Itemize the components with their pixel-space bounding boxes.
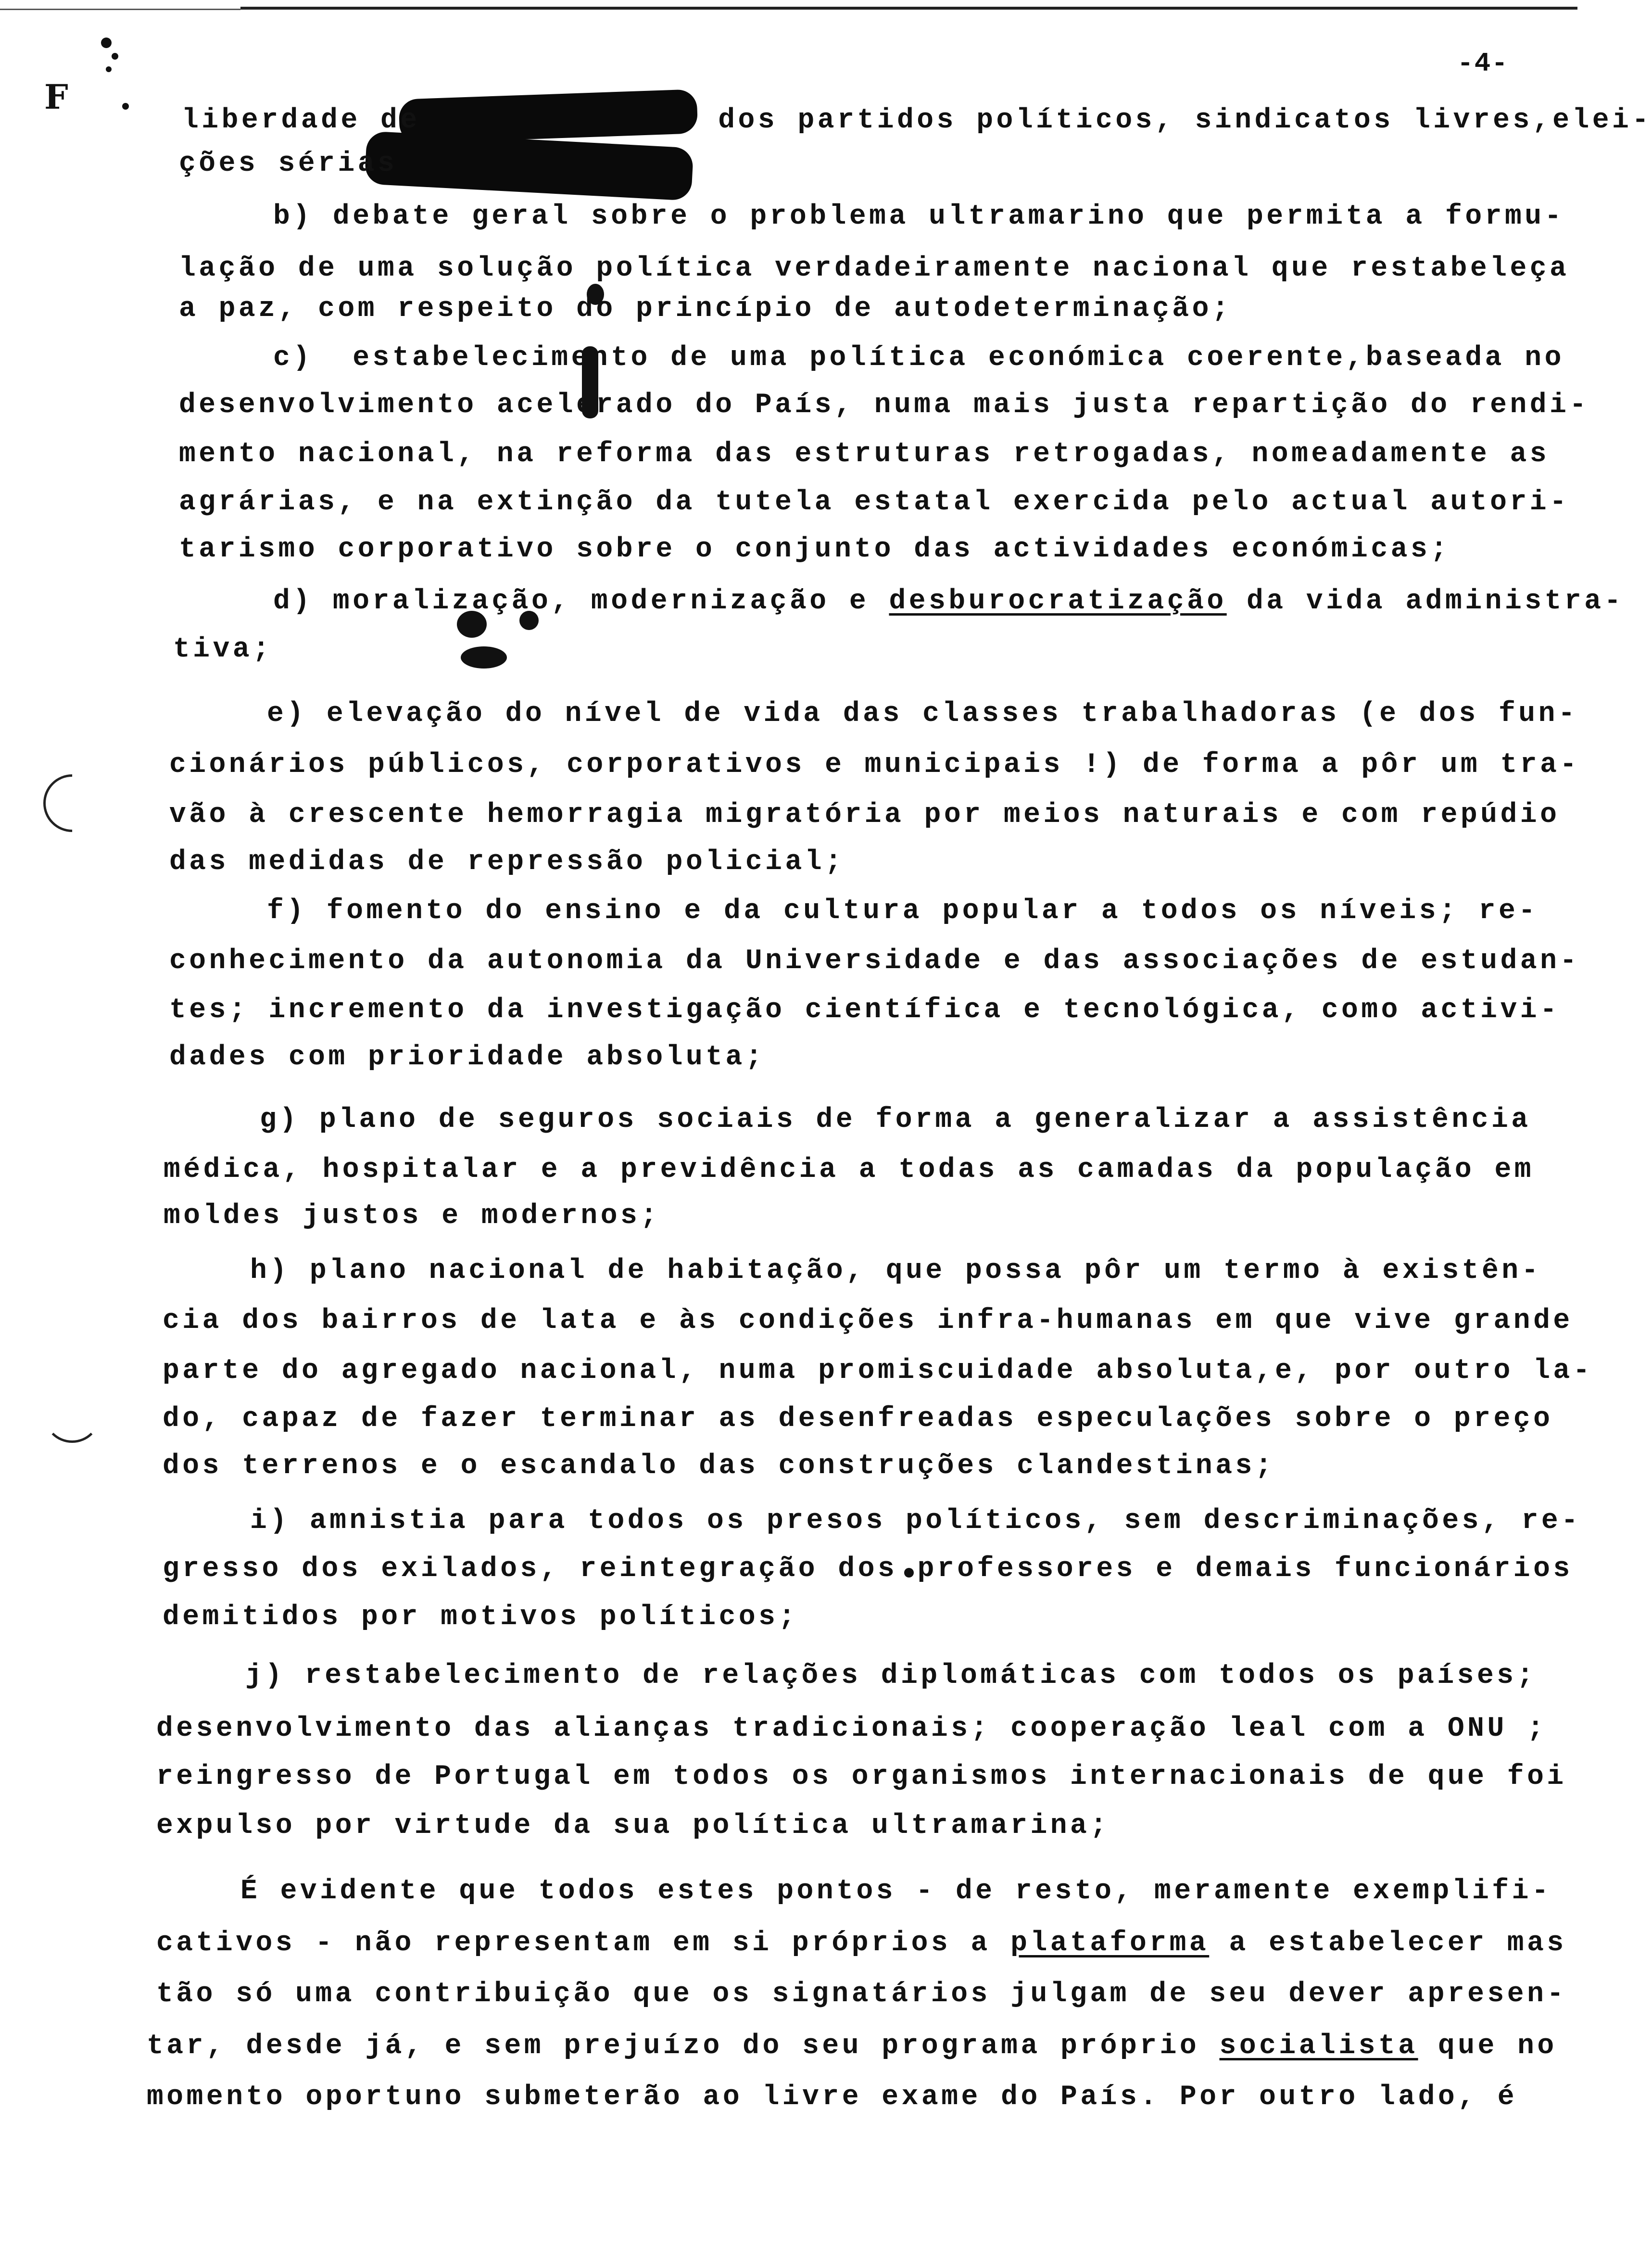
text-segment: da vida administra- [1226, 586, 1624, 617]
item-h-line: h) plano nacional de habitação, que possa pôr um termo à existên- [250, 1255, 1541, 1287]
page-number: -4- [1457, 48, 1509, 79]
text-line [156, 1928, 1567, 1959]
text-line: agrárias, e na extinção da tutela estatal exercida pelo actual autori- [179, 487, 1570, 518]
ink-spot [101, 38, 112, 48]
top-rule [240, 7, 1577, 10]
text-segment: a estabelecer mas [1209, 1928, 1567, 1959]
item-c-line: c) estabelecimento de uma política económica coerente,baseada no [273, 342, 1564, 374]
closing-paragraph-line: É evidente que todos estes pontos - de resto, meramente exemplifi- [240, 1876, 1552, 1907]
text-line: desenvolvimento das alianças tradicionais; cooperação leal com a ONU ; [156, 1713, 1547, 1744]
text-line: das medidas de repressão policial; [169, 846, 845, 878]
item-i-line: i) amnistia para todos os presos políticos, sem descriminações, re- [250, 1505, 1581, 1537]
ink-spot [112, 53, 118, 60]
item-b-line: b) debate geral sobre o problema ultramarino que permita a formu- [273, 201, 1564, 232]
underlined-term: socialista [1219, 2031, 1418, 2062]
top-rule-left [0, 9, 240, 10]
text-line: desenvolvimento acelerado do País, numa mais justa repartição do rendi- [179, 390, 1589, 421]
text-line [147, 2031, 1557, 2062]
item-f-line: f) fomento do ensino e da cultura popular a todos os níveis; re- [267, 896, 1539, 927]
text-line: parte do agregado nacional, numa promiscuidade absoluta,e, por outro la- [163, 1355, 1593, 1387]
text-line: médica, hospitalar e a previdência a todas as camadas da população em [164, 1154, 1535, 1186]
text-line: tiva; [173, 634, 273, 665]
text-line: conhecimento da autonomia da Universidade e das associações de estudan- [169, 946, 1580, 977]
text-line: liberdade de dos partidos políticos, sindicatos livres,elei- [182, 105, 1652, 136]
text-segment: tar, desde já, e sem prejuízo do seu programa próprio [147, 2031, 1220, 2062]
text-line: tes; incremento da investigação científica e tecnológica, como activi- [169, 995, 1560, 1026]
text-line: tão só uma contribuição que os signatários julgam de seu dever apresen- [156, 1979, 1567, 2010]
text-line: tarismo corporativo sobre o conjunto das actividades económicas; [179, 534, 1450, 565]
underlined-term: plataforma [1010, 1928, 1210, 1959]
text-line: dos terrenos e o escandalo das construções clandestinas; [163, 1451, 1275, 1482]
margin-mark: F [44, 77, 68, 117]
text-line: a paz, com respeito do princípio de autodeterminação; [179, 293, 1232, 325]
ink-spot [106, 66, 112, 72]
text-segment: d) moralização, modernização e [273, 586, 889, 617]
text-line: ções sérias [179, 148, 398, 179]
text-line: vão à crescente hemorragia migratória por meios naturais e com repúdio [169, 799, 1560, 831]
text-line: do, capaz de fazer terminar as desenfreadas especulações sobre o preço [163, 1403, 1553, 1435]
text-line: cia dos bairros de lata e às condições infra-humanas em que vive grande [163, 1305, 1573, 1337]
ink-blot [461, 646, 507, 669]
redaction-mark [365, 131, 694, 201]
underlined-term: desburocratização [889, 586, 1227, 617]
item-e-line: e) elevação do nível de vida das classes trabalhadoras (e dos fun- [267, 698, 1578, 730]
text-line: expulso por virtude da sua política ultramarina; [156, 1810, 1110, 1842]
text-line: reingresso de Portugal em todos os organismos internacionais de que foi [156, 1761, 1567, 1793]
ink-spot [122, 103, 129, 110]
text-segment: que no [1418, 2031, 1557, 2062]
text-line: momento oportuno submeterão ao livre exame do País. Por outro lado, é [147, 2082, 1518, 2113]
text-line: dades com prioridade absoluta; [169, 1042, 766, 1073]
text-line: lação de uma solução política verdadeiramente nacional que restabeleça [179, 253, 1570, 284]
text-segment: cativos - não representam em si próprios a [156, 1928, 1011, 1959]
text-line: demitidos por motivos políticos; [163, 1602, 798, 1633]
item-d-line [273, 586, 1624, 618]
text-line: mento nacional, na reforma das estruturas retrogadas, nomeadamente as [179, 439, 1550, 470]
punch-hole-mark [31, 762, 113, 844]
text-line: gresso dos exilados, reintegração dos professores e demais funcionários [163, 1553, 1573, 1585]
item-g-line: g) plano de seguros sociais de forma a generalizar a assistência [260, 1104, 1531, 1136]
text-line: moldes justos e modernos; [164, 1200, 660, 1232]
item-j-line: j) restabelecimento de relações diplomáticas com todos os países; [245, 1660, 1537, 1692]
text-line: cionários públicos, corporativos e municipais !) de forma a pôr um tra- [169, 749, 1580, 781]
punch-hole-mark [43, 1385, 101, 1443]
